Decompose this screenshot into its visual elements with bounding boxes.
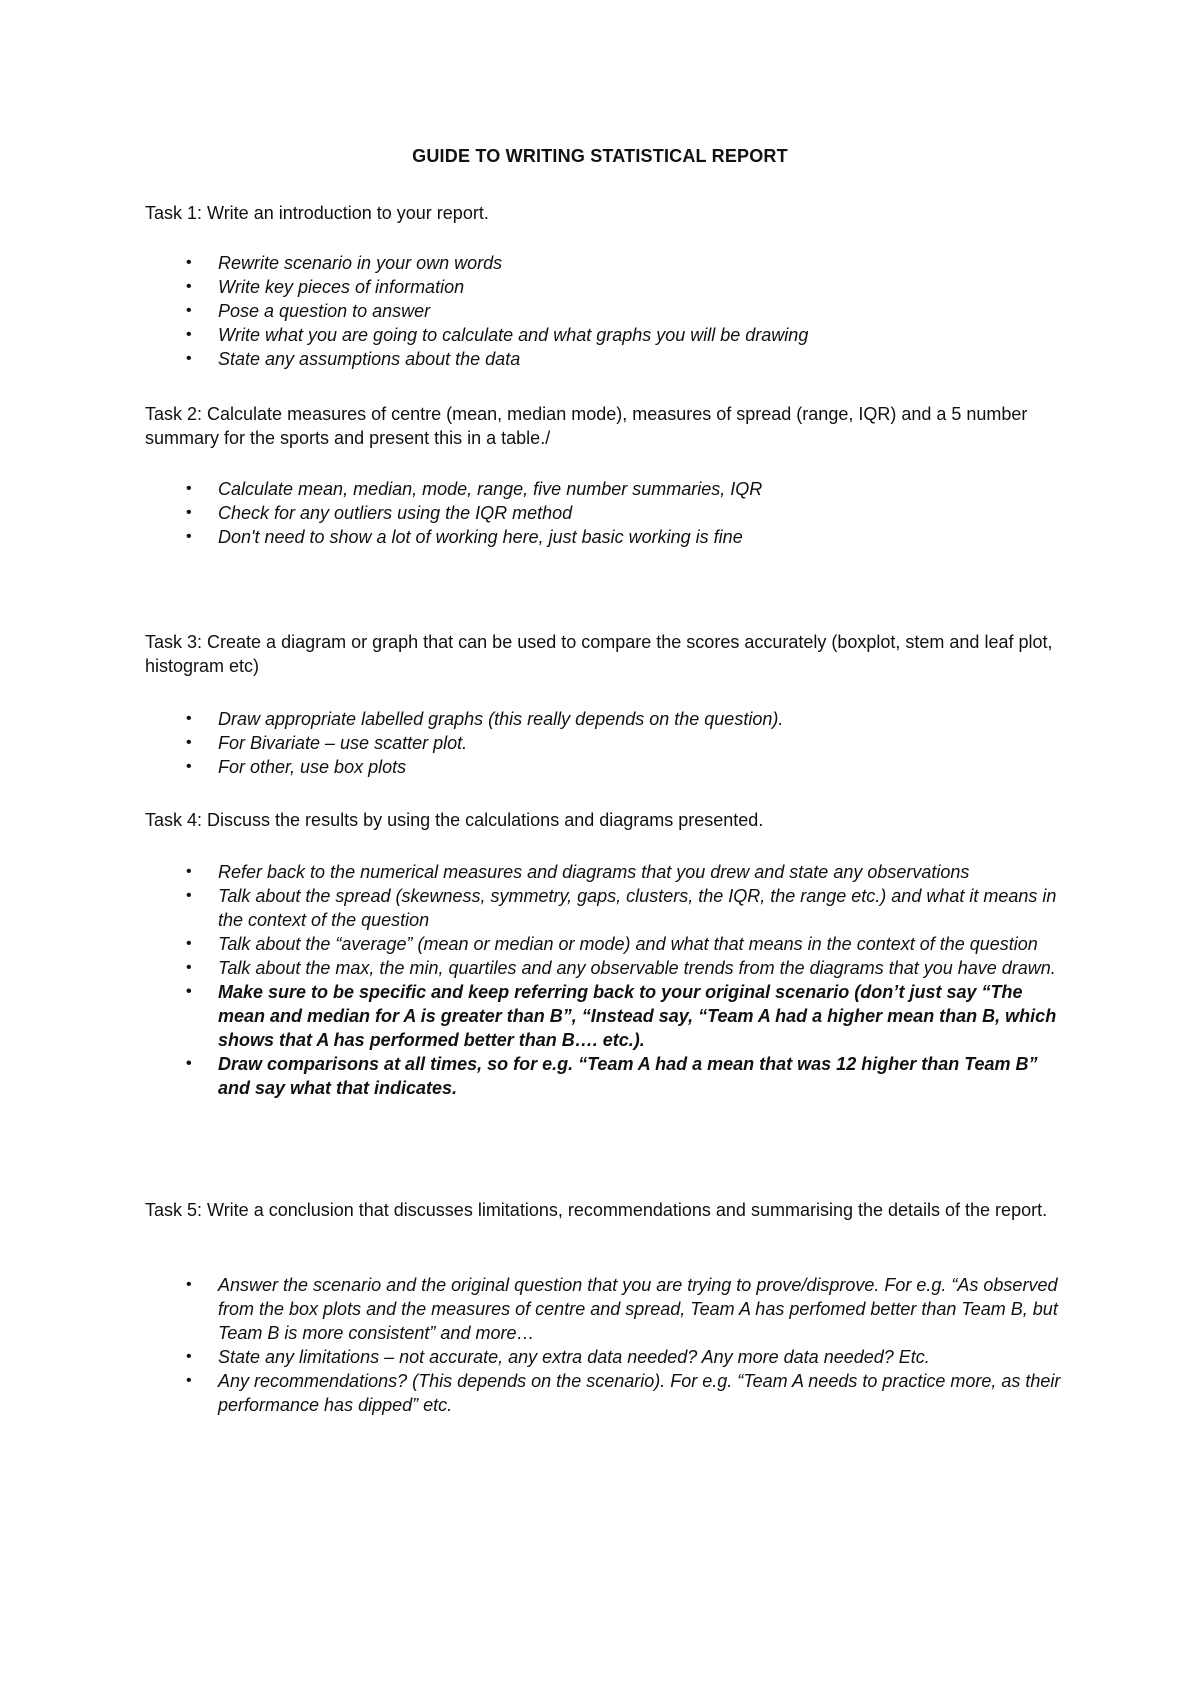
bullet-icon: • bbox=[186, 504, 192, 521]
list-item bbox=[0, 347, 1200, 371]
task-3-heading: Task 3: Create a diagram or graph that can be used to compare the scores accurately (boxplot, stem and leaf plot, histogram etc) bbox=[145, 632, 1053, 676]
list-item bbox=[0, 525, 1200, 549]
bullet-text: Write key pieces of information bbox=[218, 277, 465, 297]
bullet-text: Make sure to be specific and keep referring back to your original scenario (don’t just say “The mean and median for A is greater than B”, “Instead say, “Team A had a higher mean than B, which shows that A has performed better than B…. etc.). bbox=[218, 982, 1057, 1050]
bullet-icon: • bbox=[186, 480, 192, 497]
bullet-icon: • bbox=[186, 278, 192, 295]
page-title: GUIDE TO WRITING STATISTICAL REPORT bbox=[412, 146, 788, 166]
bullet-icon: • bbox=[186, 887, 192, 904]
list-item bbox=[0, 1273, 1200, 1345]
bullet-text: State any limitations – not accurate, any extra data needed? Any more data needed? Etc. bbox=[218, 1347, 930, 1367]
bullet-text: Draw appropriate labelled graphs (this really depends on the question). bbox=[218, 709, 784, 729]
list-item bbox=[0, 755, 1200, 779]
list-item bbox=[0, 1345, 1200, 1369]
task-5-heading: Task 5: Write a conclusion that discusses limitations, recommendations and summarising the details of the report. bbox=[145, 1200, 1048, 1220]
list-item bbox=[0, 707, 1200, 731]
list-item bbox=[0, 1369, 1200, 1417]
bullet-icon: • bbox=[186, 1276, 192, 1293]
task-1-bullet-list bbox=[0, 251, 1200, 371]
list-item bbox=[0, 731, 1200, 755]
bullet-icon: • bbox=[186, 1372, 192, 1389]
bullet-icon: • bbox=[186, 734, 192, 751]
list-item bbox=[0, 275, 1200, 299]
task-4-bullet-list bbox=[0, 860, 1200, 1100]
bullet-text: State any assumptions about the data bbox=[218, 349, 521, 369]
bullet-text: Talk about the max, the min, quartiles and any observable trends from the diagrams that you have drawn. bbox=[218, 958, 1056, 978]
list-item bbox=[0, 956, 1200, 980]
list-item bbox=[0, 860, 1200, 884]
bullet-text: Calculate mean, median, mode, range, five number summaries, IQR bbox=[218, 479, 763, 499]
bullet-text: Answer the scenario and the original question that you are trying to prove/disprove. For e.g. “As observed from the box plots and the measures of centre and spread, Team A has perfomed better than Team B, but Team B is more consistent” and more… bbox=[218, 1275, 1058, 1343]
bullet-text: Rewrite scenario in your own words bbox=[218, 253, 503, 273]
list-item bbox=[0, 1052, 1200, 1100]
bullet-icon: • bbox=[186, 959, 192, 976]
list-item bbox=[0, 323, 1200, 347]
task-1-heading: Task 1: Write an introduction to your report. bbox=[145, 203, 489, 223]
bullet-text: Talk about the spread (skewness, symmetry, gaps, clusters, the IQR, the range etc.) and what it means in the context of the question bbox=[218, 886, 1057, 930]
list-item bbox=[0, 477, 1200, 501]
bullet-text: Don't need to show a lot of working here, just basic working is fine bbox=[218, 527, 743, 547]
bullet-text: Pose a question to answer bbox=[218, 301, 431, 321]
list-item bbox=[0, 932, 1200, 956]
bullet-text: Any recommendations? (This depends on the scenario). For e.g. “Team A needs to practice more, as their performance has dipped” etc. bbox=[218, 1371, 1061, 1415]
bullet-text: Talk about the “average” (mean or median or mode) and what that means in the context of the question bbox=[218, 934, 1038, 954]
bullet-icon: • bbox=[186, 1348, 192, 1365]
task-4-heading: Task 4: Discuss the results by using the calculations and diagrams presented. bbox=[145, 810, 764, 830]
bullet-text: Write what you are going to calculate and what graphs you will be drawing bbox=[218, 325, 809, 345]
task-3-bullet-list bbox=[0, 707, 1200, 779]
bullet-icon: • bbox=[186, 710, 192, 727]
bullet-text: For other, use box plots bbox=[218, 757, 407, 777]
bullet-text: Check for any outliers using the IQR method bbox=[218, 503, 573, 523]
bullet-text: Draw comparisons at all times, so for e.g. “Team A had a mean that was 12 higher than Team B” and say what that indicates. bbox=[218, 1054, 1038, 1098]
bullet-icon: • bbox=[186, 863, 192, 880]
bullet-text: Refer back to the numerical measures and diagrams that you drew and state any observations bbox=[218, 862, 970, 882]
list-item bbox=[0, 251, 1200, 275]
bullet-text: For Bivariate – use scatter plot. bbox=[218, 733, 468, 753]
bullet-icon: • bbox=[186, 302, 192, 319]
list-item bbox=[0, 980, 1200, 1052]
bullet-icon: • bbox=[186, 935, 192, 952]
list-item bbox=[0, 884, 1200, 932]
task-5-bullet-list bbox=[0, 1273, 1200, 1417]
list-item bbox=[0, 299, 1200, 323]
bullet-icon: • bbox=[186, 758, 192, 775]
list-item bbox=[0, 501, 1200, 525]
bullet-icon: • bbox=[186, 350, 192, 367]
bullet-icon: • bbox=[186, 254, 192, 271]
task-2-bullet-list bbox=[0, 477, 1200, 549]
bullet-icon: • bbox=[186, 326, 192, 343]
task-2-heading: Task 2: Calculate measures of centre (mean, median mode), measures of spread (range, IQR) and a 5 number summary for the sports and present this in a table./ bbox=[145, 404, 1028, 448]
bullet-icon: • bbox=[186, 983, 192, 1000]
bullet-icon: • bbox=[186, 528, 192, 545]
bullet-icon: • bbox=[186, 1055, 192, 1072]
